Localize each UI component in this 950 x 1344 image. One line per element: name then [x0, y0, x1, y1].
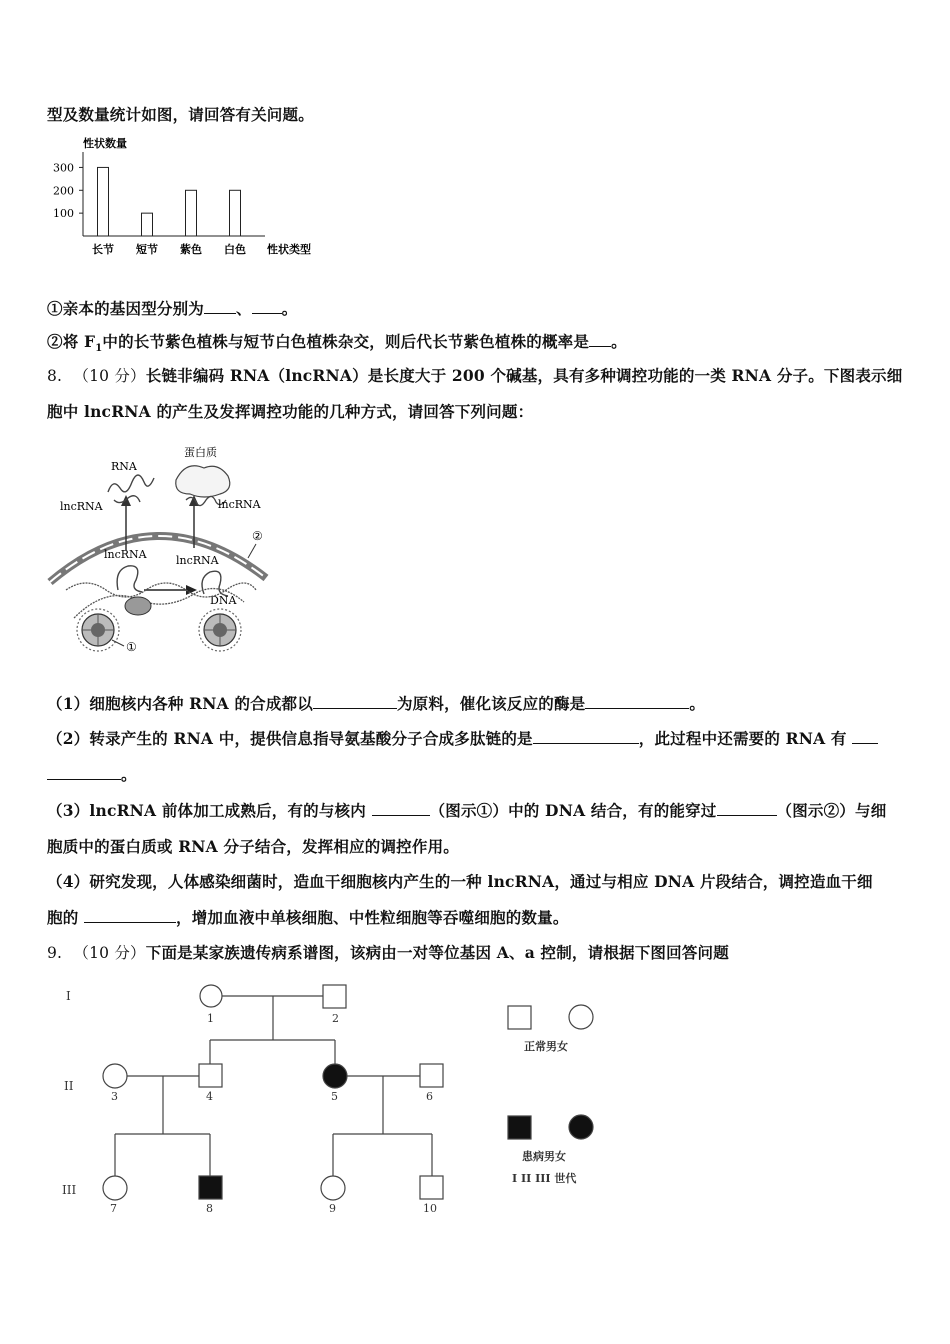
q7-sub2: ②将 $F_1$中的长节紫色植株与短节白色植株杂交，则后代长节紫色植株的概率是 。 [47, 332, 627, 355]
legend-affected-male [508, 1116, 531, 1139]
legend-normal-male [508, 1006, 531, 1029]
gen-label-2: II [64, 1079, 74, 1093]
legend-normal-female [569, 1005, 593, 1029]
id-9: 9 [329, 1202, 336, 1215]
answer-blank[interactable] [589, 332, 611, 347]
legend-affected-female [569, 1115, 593, 1139]
label-lncrna-left-top: lncRNA [60, 500, 103, 513]
id-8: 8 [206, 1202, 213, 1215]
q7-sub1: ①亲本的基因型分别为 、 。 [47, 299, 298, 318]
answer-blank[interactable] [533, 729, 639, 744]
bar-短节 [142, 213, 153, 236]
lncrna-diagram [46, 440, 281, 660]
rna-squiggle [108, 475, 154, 503]
id-5: 5 [331, 1090, 338, 1103]
individual-7-female [103, 1176, 127, 1200]
q8-p1: （1）细胞核内各种 RNA 的合成都以 为原料，催化该反应的酶是 。 [47, 694, 706, 713]
q8-p4: （4）研究发现，人体感染细菌时，造血干细胞核内产生的一种 lncRNA，通过与相应 DNA 片段结合，调控造血干细 [47, 872, 873, 891]
y-tick-label: 200 [53, 184, 74, 198]
individual-3-female [103, 1064, 127, 1088]
legend-generation-label: I II III 世代 [512, 1172, 577, 1185]
answer-blank[interactable] [372, 801, 430, 816]
label-rna: RNA [111, 460, 137, 473]
bar-紫色 [186, 190, 197, 236]
chart-ylabel: 性状数量 [83, 137, 127, 150]
individual-4-male [199, 1064, 222, 1087]
id-2: 2 [332, 1012, 339, 1025]
answer-blank[interactable] [47, 765, 121, 780]
answer-blank[interactable] [852, 729, 878, 744]
id-10: 10 [423, 1202, 437, 1215]
individual-9-female [321, 1176, 345, 1200]
x-tick-label: 长节 [92, 243, 114, 256]
legend-affected-label: 患病男女 [522, 1150, 566, 1163]
label-circle-1: ① [126, 640, 137, 654]
q8-p4-cont: 胞的 ，增加血液中单核细胞、中性粒细胞等吞噬细胞的数量。 [47, 908, 569, 927]
label-lncrna-left-mid: lncRNA [104, 548, 147, 561]
q8-stem-line1: 8. （10 分）长链非编码 RNA（lncRNA）是长度大于 200 个碱基，具有多种调控功能的一类 RNA 分子。下图表示细 [47, 366, 903, 385]
label-protein: 蛋白质 [184, 446, 217, 459]
id-4: 4 [206, 1090, 213, 1103]
answer-blank[interactable] [585, 694, 689, 709]
label-lncrna-right-mid: lncRNA [176, 554, 219, 567]
q8-p2: （2）转录产生的 RNA 中，提供信息指导氨基酸分子合成多肽链的是 ，此过程中还需要的 RNA 有 [47, 727, 878, 749]
individual-6-male [420, 1064, 443, 1087]
trait-bar-chart [45, 132, 335, 262]
individual-2-male [323, 985, 346, 1008]
x-tick-label: 白色 [224, 243, 246, 256]
protein-blob [176, 466, 230, 497]
label-circle-2: ② [252, 529, 263, 543]
lncrna-loop-left [117, 566, 142, 592]
answer-blank[interactable] [204, 299, 236, 314]
individual-1-female [200, 985, 222, 1007]
q8-p3: （3）lncRNA 前体加工成熟后，有的与核内 （图示①）中的 DNA 结合，有的能穿过 （图示②）与细 [47, 801, 887, 820]
bar-长节 [98, 167, 109, 236]
label-lncrna-right-top: lncRNA [218, 498, 261, 511]
nuclear-envelope [50, 536, 266, 582]
q8-p2-cont: 。 [47, 763, 137, 785]
pedigree-chart [60, 978, 630, 1218]
chart-xlabel: 性状类型 [267, 243, 311, 256]
gen-label-3: III [62, 1183, 77, 1197]
legend-normal-label: 正常男女 [524, 1040, 568, 1053]
q7-intro: 型及数量统计如图，请回答有关问题。 [47, 105, 314, 124]
individual-10-male [420, 1176, 443, 1199]
answer-blank[interactable] [84, 908, 176, 923]
answer-blank[interactable] [313, 694, 397, 709]
q8-stem-line2: 胞中 lncRNA 的产生及发挥调控功能的几种方式，请回答下列问题： [47, 402, 534, 421]
bar-白色 [230, 190, 241, 236]
lncrna-loop-right [202, 571, 228, 596]
id-1: 1 [207, 1012, 214, 1025]
answer-blank[interactable] [252, 299, 282, 314]
individual-5-female-affected [323, 1064, 347, 1088]
x-tick-label: 短节 [136, 243, 158, 256]
id-6: 6 [426, 1090, 433, 1103]
id-7: 7 [110, 1202, 117, 1215]
gen-label-1: I [66, 989, 71, 1003]
q8-p3-cont: 胞质中的蛋白质或 RNA 分子结合，发挥相应的调控作用。 [47, 837, 459, 856]
id-3: 3 [111, 1090, 118, 1103]
label-dna: DNA [210, 594, 237, 607]
polymerase [125, 597, 151, 615]
q9-stem: 9. （10 分）下面是某家族遗传病系谱图，该病由一对等位基因 A、a 控制，请根据下图回答问题 [47, 943, 729, 962]
answer-blank[interactable] [717, 801, 777, 816]
y-tick-label: 300 [53, 161, 74, 175]
x-tick-label: 紫色 [180, 243, 202, 256]
y-tick-label: 100 [53, 207, 74, 221]
individual-8-male-affected [199, 1176, 222, 1199]
